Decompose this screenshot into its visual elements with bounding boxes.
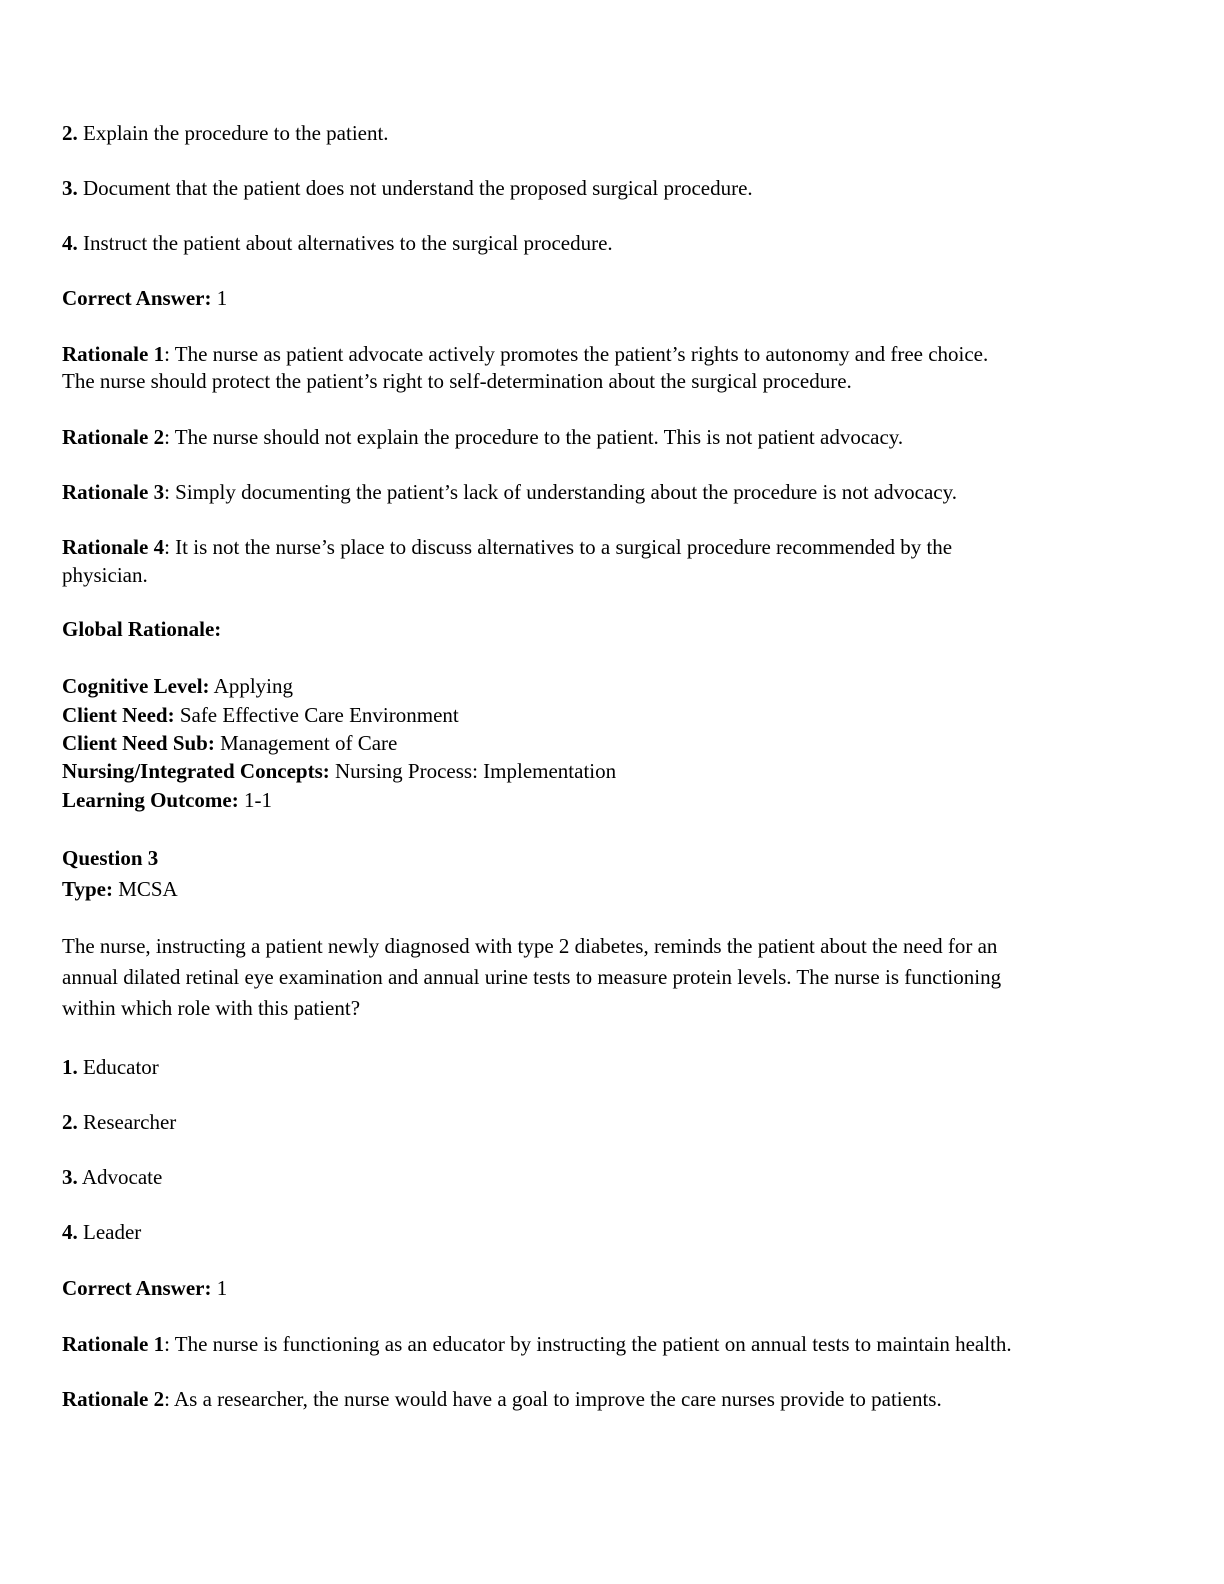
q3-stem-line-1 [62, 932, 1152, 961]
type-value: MCSA [112, 877, 178, 901]
rationale-text: : The nurse is functioning as an educator by instructing the patient on annual tests to maintain health. [164, 1332, 1012, 1356]
meta-value: Applying [209, 674, 293, 698]
q2-rationale-2 [62, 423, 1152, 452]
option-number: 1. [62, 1055, 78, 1079]
q3-stem-line-3 [62, 994, 1152, 1023]
global-rationale-label: Global Rationale: [62, 617, 222, 641]
option-number: 3. [62, 1165, 78, 1189]
q2-rationale-4-cont [62, 561, 1152, 590]
meta-label: Nursing/Integrated Concepts: [62, 759, 330, 783]
q2-rationale-4 [62, 533, 1152, 562]
question-stem: annual dilated retinal eye examination and annual urine tests to measure protein levels. The nurse is functioning [62, 965, 1002, 989]
q2-option-2 [62, 119, 1152, 148]
option-text: Advocate [77, 1165, 163, 1189]
q3-rationale-1 [62, 1330, 1152, 1359]
question-stem: within which role with this patient? [62, 996, 361, 1020]
option-number: 2. [62, 121, 78, 145]
option-text: Researcher [77, 1110, 177, 1134]
q2-option-4 [62, 229, 1152, 258]
q2-learning-outcome [62, 786, 1152, 815]
option-number: 3. [62, 176, 78, 200]
option-number: 2. [62, 1110, 78, 1134]
q2-client-need [62, 701, 1152, 730]
q2-rationale-1-cont [62, 367, 1152, 396]
q3-rationale-2 [62, 1385, 1152, 1414]
option-number: 4. [62, 231, 78, 255]
q3-correct-answer [62, 1274, 1152, 1303]
correct-answer-label: Correct Answer: [62, 1276, 212, 1300]
q2-global-rationale [62, 615, 1152, 644]
option-text: Document that the patient does not understand the proposed surgical procedure. [83, 176, 753, 200]
option-text: Instruct the patient about alternatives to the surgical procedure. [83, 231, 613, 255]
q2-client-need-sub [62, 729, 1152, 758]
rationale-text: : It is not the nurse’s place to discuss alternatives to a surgical procedure recommended by the [164, 535, 953, 559]
meta-value: Nursing Process: Implementation [329, 759, 617, 783]
q2-nursing-concepts [62, 757, 1152, 786]
q2-option-3 [62, 174, 1152, 203]
q3-option-1 [62, 1053, 1152, 1082]
correct-answer-label: Correct Answer: [62, 286, 212, 310]
q2-rationale-3 [62, 478, 1152, 507]
option-number: 4. [62, 1220, 78, 1244]
meta-label: Client Need Sub: [62, 731, 215, 755]
rationale-text: : The nurse as patient advocate actively promotes the patient’s rights to autonomy and free choice. [164, 342, 989, 366]
question-title: Question 3 [62, 846, 159, 870]
rationale-text: : Simply documenting the patient’s lack of understanding about the procedure is not advocacy. [164, 480, 958, 504]
question-stem: The nurse, instructing a patient newly diagnosed with type 2 diabetes, reminds the patient about the need for an [62, 934, 998, 958]
q3-option-3 [62, 1163, 1152, 1192]
q3-stem-line-2 [62, 963, 1152, 992]
meta-value: Management of Care [214, 731, 398, 755]
type-label: Type: [62, 877, 113, 901]
q3-option-4 [62, 1218, 1152, 1247]
option-text: Educator [77, 1055, 159, 1079]
meta-label: Cognitive Level: [62, 674, 210, 698]
rationale-text: physician. [62, 563, 148, 587]
rationale-label: Rationale 4 [62, 535, 165, 559]
rationale-label: Rationale 2 [62, 425, 165, 449]
rationale-label: Rationale 2 [62, 1387, 165, 1411]
meta-label: Learning Outcome: [62, 788, 239, 812]
q3-type [62, 875, 1152, 904]
correct-answer-value: 1 [216, 286, 228, 310]
option-text: Leader [77, 1220, 142, 1244]
option-text: Explain the procedure to the patient. [83, 121, 389, 145]
meta-value: 1-1 [238, 788, 272, 812]
meta-value: Safe Effective Care Environment [174, 703, 459, 727]
meta-label: Client Need: [62, 703, 175, 727]
rationale-label: Rationale 1 [62, 1332, 165, 1356]
rationale-label: Rationale 3 [62, 480, 165, 504]
q3-title [62, 844, 1152, 873]
rationale-label: Rationale 1 [62, 342, 165, 366]
rationale-text: : The nurse should not explain the procedure to the patient. This is not patient advocacy. [164, 425, 904, 449]
q3-option-2 [62, 1108, 1152, 1137]
q2-cognitive-level [62, 672, 1152, 701]
q2-correct-answer [62, 284, 1152, 313]
rationale-text: : As a researcher, the nurse would have a goal to improve the care nurses provide to patients. [164, 1387, 942, 1411]
correct-answer-value: 1 [211, 1276, 228, 1300]
q2-rationale-1 [62, 340, 1152, 369]
rationale-text: The nurse should protect the patient’s right to self-determination about the surgical procedure. [62, 369, 852, 393]
